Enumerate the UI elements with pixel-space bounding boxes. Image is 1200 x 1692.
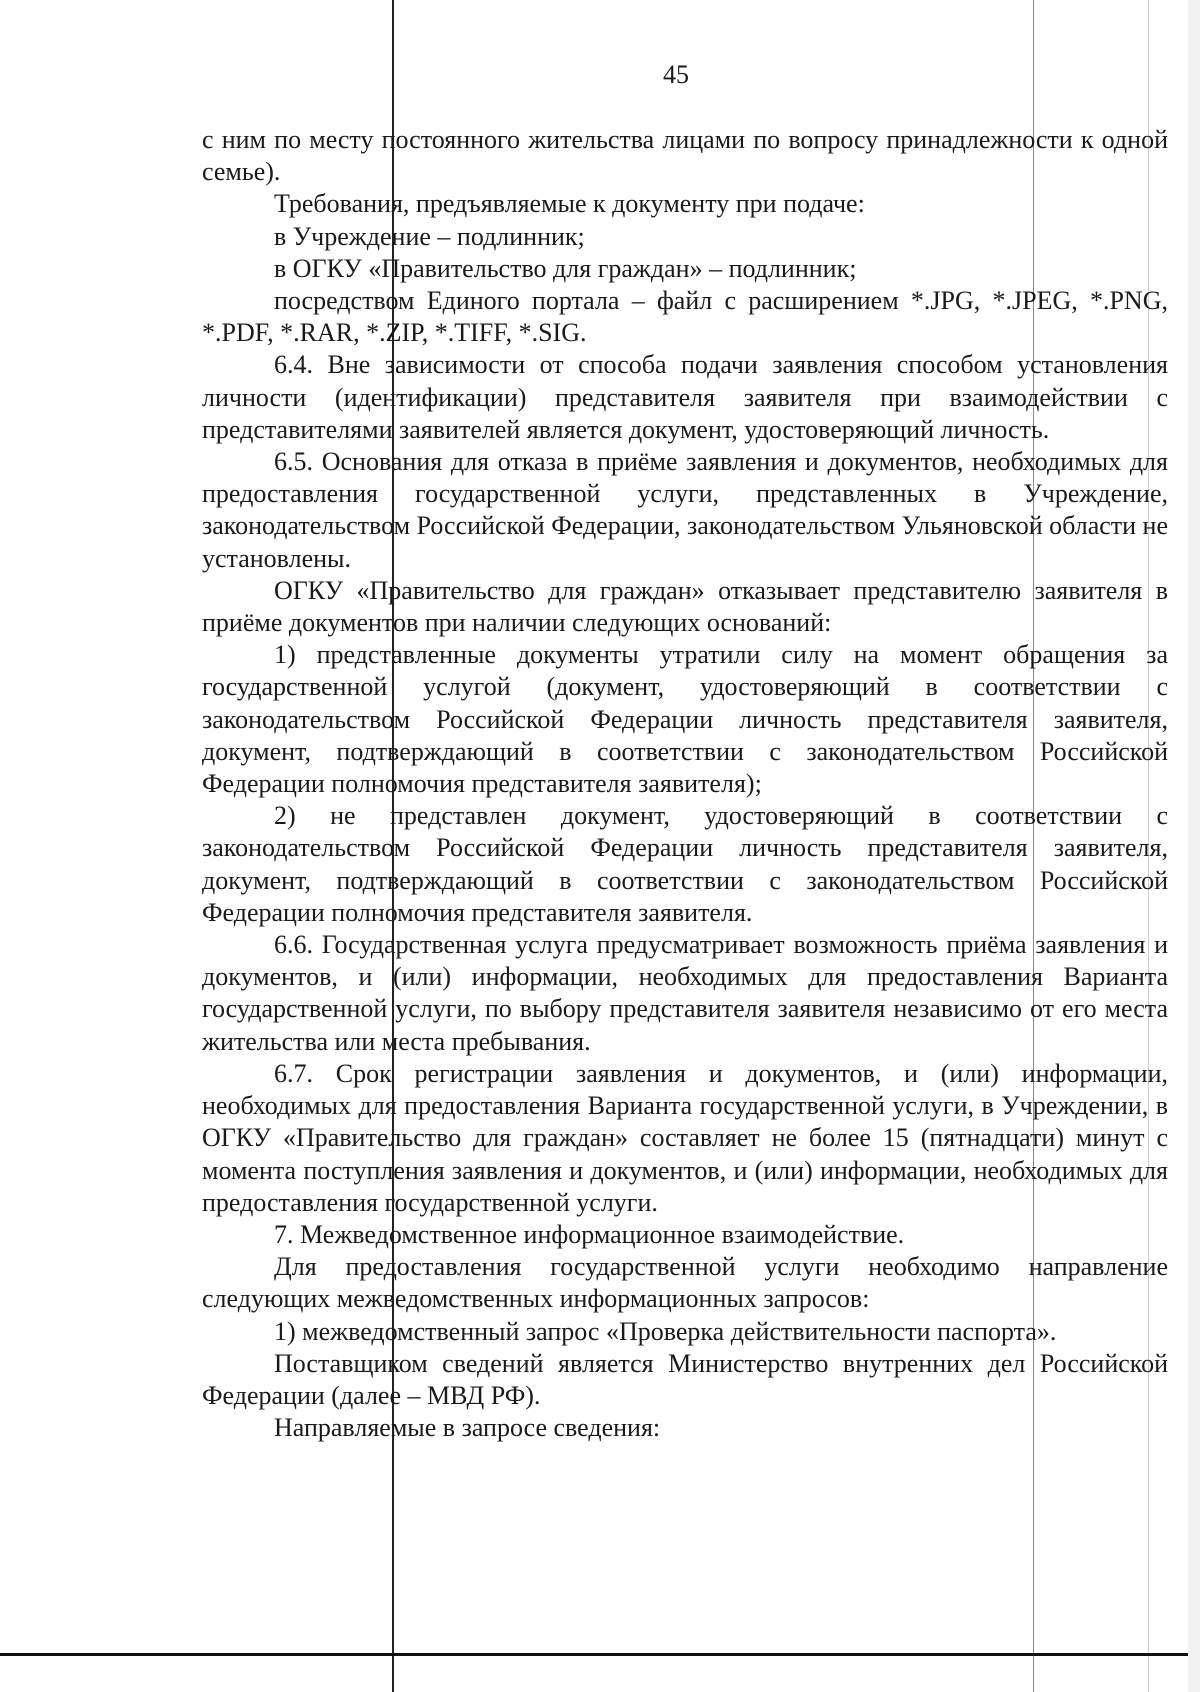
page-number-container <box>0 60 1200 90</box>
paragraph: 6.6. Государственная услуга предусматривает возможность приёма заявления и документов, и (или) информации, необходимых для предоставления Варианта государственной услуги, по выбору представителя заявителя независимо от его места жительства или места пребывания. <box>202 930 1168 1056</box>
paragraph: 2) не представлен документ, удостоверяющий в соответствии с законодательством Российской Федерации личность представителя заявителя, документ, подтверждающий в соответствии с законодательством Российской Федерации полномочия представителя заявителя. <box>202 801 1168 927</box>
paragraph: 1) межведомственный запрос «Проверка действительности паспорта». <box>274 1316 1057 1346</box>
page-number: 45 <box>663 60 689 89</box>
document-body <box>202 124 1168 1444</box>
paragraph: с ним по месту постоянного жительства лицами по вопросу принадлежности к одной семье). <box>202 125 1168 187</box>
paragraph: в Учреждение – подлинник; <box>274 221 585 251</box>
paragraph: Для предоставления государственной услуги необходимо направление следующих межведомственных информационных запросов: <box>202 1252 1168 1314</box>
scan-artifact-line <box>0 1653 1200 1656</box>
section-heading: 7. Межведомственное информационное взаимодействие. <box>274 1219 905 1249</box>
paragraph: 1) представленные документы утратили силу на момент обращения за государственной услугой (документ, удостоверяющий в соответствии с законодательством Российской Федерации личность представителя заявителя, документ, подтверждающий в соответствии с законодательством Российской Федерации полномочия представителя заявителя); <box>202 640 1168 799</box>
paragraph: в ОГКУ «Правительство для граждан» – подлинник; <box>274 253 857 283</box>
paragraph: Требования, предъявляемые к документу при подаче: <box>274 189 865 219</box>
paragraph: Поставщиком сведений является Министерство внутренних дел Российской Федерации (далее – МВД РФ). <box>202 1348 1168 1410</box>
paragraph: посредством Единого портала – файл с расширением *.JPG, *.JPEG, *.PNG, *.PDF, *.RAR, *.ZIP, *.TIFF, *.SIG. <box>202 286 1168 348</box>
paragraph: 6.4. Вне зависимости от способа подачи заявления способом установления личности (идентификации) представителя заявителя при взаимодействии с представителями заявителей является документ, удостоверяющий личность. <box>202 350 1168 444</box>
paragraph: Направляемые в запросе сведения: <box>274 1413 661 1443</box>
paragraph: 6.5. Основания для отказа в приёме заявления и документов, необходимых для предоставления государственной услуги, представленных в Учреждение, законодательством Российской Федерации, законодательством Ульяновской области не установлены. <box>202 447 1169 573</box>
paragraph: ОГКУ «Правительство для граждан» отказывает представителю заявителя в приёме документов при наличии следующих оснований: <box>202 575 1168 638</box>
scan-edge <box>1188 0 1200 1692</box>
paragraph: 6.7. Срок регистрации заявления и документов, и (или) информации, необходимых для предоставления Варианта государственной услуги, в Учреждении, в ОГКУ «Правительство для граждан» составляет не более 15 (пятнадцати) минут с момента поступления заявления и документов, и (или) информации, необходимых для предоставления государственной услуги. <box>202 1058 1168 1217</box>
